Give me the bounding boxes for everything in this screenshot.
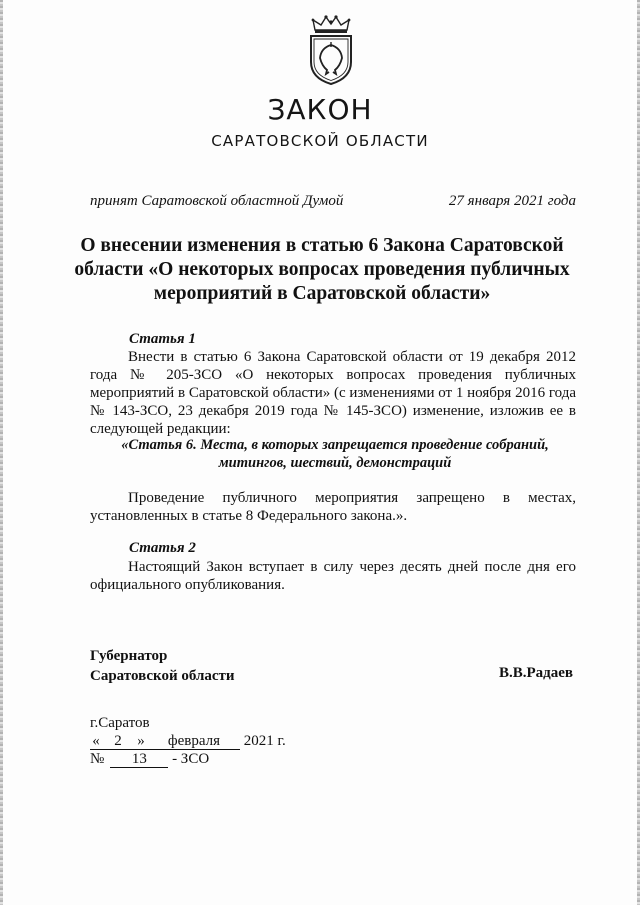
date-day: 2 <box>102 734 134 750</box>
article-1-label: Статья 1 <box>129 331 196 347</box>
law-heading: О внесении изменения в статью 6 Закона Саратовской области «О некоторых вопросах проведения публичных мероприятий в Саратовской области» <box>74 235 570 304</box>
law-number <box>90 751 209 768</box>
signatory-position <box>90 646 235 686</box>
number-sign: № <box>90 751 105 767</box>
number-value: 13 <box>110 752 168 768</box>
document-title: ЗАКОН <box>267 93 373 126</box>
signatory-position-line-2: Саратовской области <box>90 668 235 684</box>
number-suffix: - ЗСО <box>172 751 210 767</box>
saratov-coat-of-arms-icon <box>303 14 359 86</box>
date-open-quote: « <box>90 734 102 750</box>
quoted-article-title-line-1: «Статья 6. Места, в которых запрещается проведение собраний, <box>121 437 549 453</box>
date-close-quote: » <box>134 734 148 750</box>
article-2-text: Настоящий Закон вступает в силу через десять дней после дня его официального опубликования. <box>90 559 576 593</box>
article-2-label: Статья 2 <box>129 540 196 556</box>
signatory-name: В.В.Радаев <box>499 665 574 681</box>
document-subtitle: САРАТОВСКОЙ ОБЛАСТИ <box>211 132 429 150</box>
date-month: февраля <box>148 734 240 750</box>
adoption-line <box>90 193 576 210</box>
signing-date <box>90 733 286 750</box>
signing-place: г.Саратов <box>90 715 150 731</box>
adopted-by: принят Саратовской областной Думой <box>90 193 344 209</box>
quoted-article-title <box>90 436 580 472</box>
quoted-article-text: Проведение публичного мероприятия запрещено в местах, установленных в статье 8 Федерального закона.». <box>90 490 576 524</box>
adoption-date: 27 января 2021 года <box>448 193 576 209</box>
article-1-text: Внести в статью 6 Закона Саратовской области от 19 декабря 2012 года № 205-ЗСО «О некоторых вопросах проведения публичных мероприятий в Саратовской области» (с изменениями от 1 ноября 2016 года № 143-ЗСО, 23 декабря 2019 года № 145-ЗСО) изменение, изложив ее в следующей редакции: <box>90 349 576 437</box>
quoted-article-title-line-2: митингов, шествий, демонстраций <box>218 455 452 471</box>
signatory-position-line-1: Губернатор <box>90 648 168 664</box>
date-year: 2021 г. <box>243 733 286 749</box>
